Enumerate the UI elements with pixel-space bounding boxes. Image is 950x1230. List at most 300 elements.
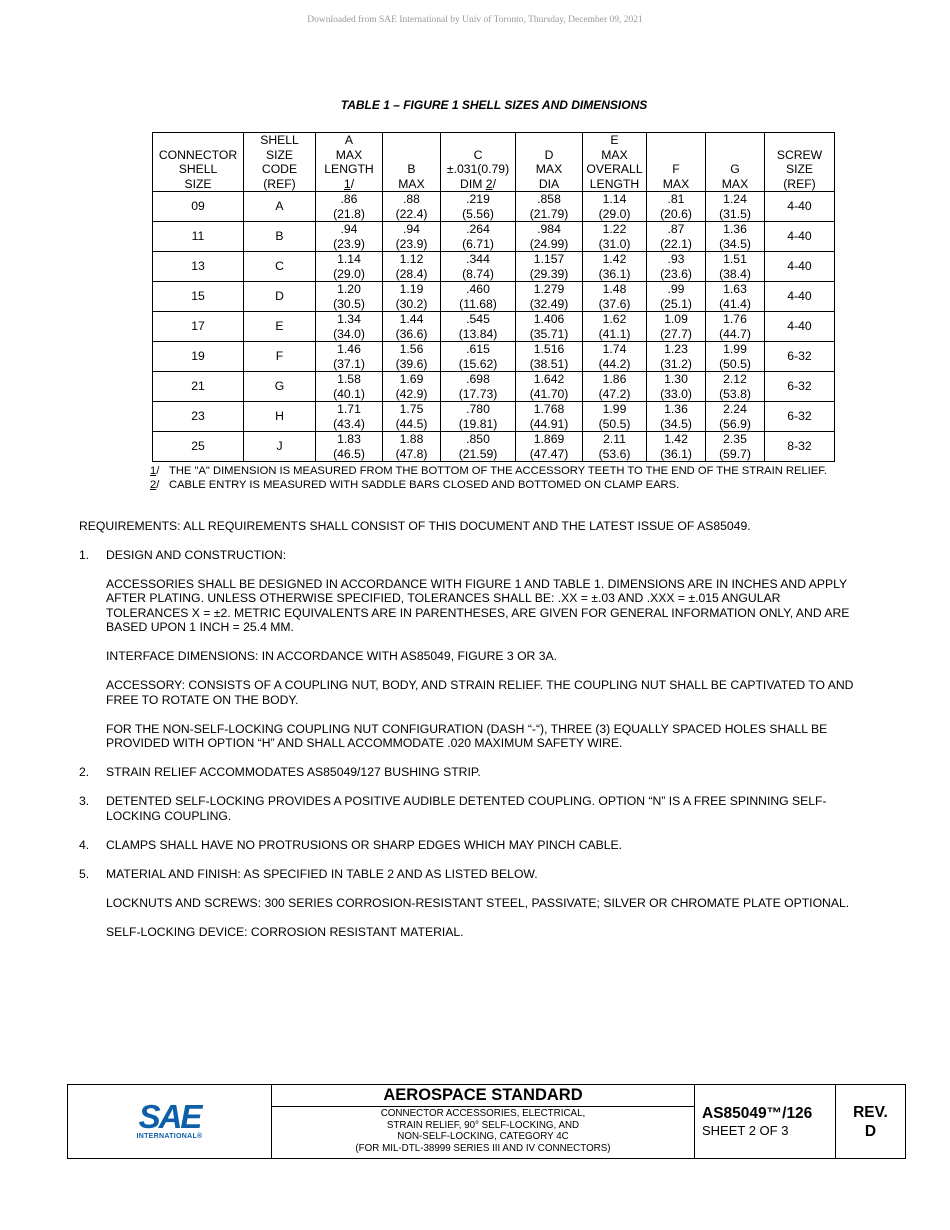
- table-cell: [706, 192, 765, 222]
- cell-value: .94: [403, 222, 420, 236]
- cell-text: 09: [191, 199, 205, 214]
- description-line: NON-SELF-LOCKING, CATEGORY 4C: [397, 1131, 569, 1142]
- header-row: [153, 133, 835, 192]
- column-header: [647, 133, 706, 192]
- cell-text: 4-40: [787, 229, 812, 244]
- cell-value: (47.47): [529, 446, 569, 461]
- section-number: 4.: [79, 837, 90, 852]
- table-cell: [765, 312, 835, 342]
- cell-value: (37.6): [598, 296, 631, 311]
- section-number: 5.: [79, 866, 90, 881]
- cell-text: E: [275, 319, 284, 334]
- standard-heading: AEROSPACE STANDARD: [272, 1085, 694, 1107]
- cell-value: 1.516: [533, 342, 565, 356]
- table-cell: [316, 372, 383, 402]
- table-cell: [383, 252, 441, 282]
- table-cell: [706, 312, 765, 342]
- table-row: [153, 372, 835, 402]
- table-cell: [583, 312, 647, 342]
- section-number: 3.: [79, 794, 90, 808]
- table-cell: [706, 222, 765, 252]
- table-cell: [583, 372, 647, 402]
- cell-value: (23.6): [660, 266, 692, 281]
- table-cell: [516, 432, 583, 462]
- standard-description: [272, 1107, 694, 1158]
- cell-value: 1.12: [399, 252, 424, 266]
- column-header-line: SCREW: [776, 147, 823, 162]
- cell-value: 2.11: [603, 432, 626, 446]
- column-header-line: A: [344, 133, 354, 147]
- cell-value: (47.8): [395, 446, 428, 461]
- column-header-line: SIZE: [265, 147, 294, 162]
- cell-value: 2.35: [723, 432, 747, 446]
- table-cell: [441, 252, 516, 282]
- table-cell: [765, 192, 835, 222]
- table-cell: [647, 402, 706, 432]
- cell-value: (15.62): [458, 356, 498, 371]
- cell-value: .984: [537, 222, 561, 236]
- cell-value: 1.48: [602, 282, 627, 296]
- cell-value: 1.69: [399, 372, 424, 386]
- section-paragraph: ACCESSORY: CONSISTS OF A COUPLING NUT, BODY, AND STRAIN RELIEF. THE COUPLING NUT SHALL BE CAPTIVATED TO AND FREE TO ROTATE ON THE BODY.: [106, 678, 854, 707]
- requirement-sections: [79, 548, 859, 940]
- section-paragraph: SELF-LOCKING DEVICE: CORROSION RESISTANT MATERIAL.: [106, 924, 464, 939]
- table-cell: [441, 312, 516, 342]
- table-cell: [244, 252, 316, 282]
- column-header-line: SHELL: [260, 133, 299, 147]
- cell-value: (53.6): [598, 446, 631, 461]
- cell-value: 1.63: [723, 282, 747, 296]
- section-paragraph: FOR THE NON-SELF-LOCKING COUPLING NUT CONFIGURATION (DASH “-“), THREE (3) EQUALLY SPACED HOLES SHALL BE PROVIDED WITH OPTION “H” AND SHALL ACCOMMODATE .020 MAXIMUM SAFETY WIRE.: [106, 721, 828, 750]
- table-row: [153, 252, 835, 282]
- table-cell: [244, 372, 316, 402]
- table-cell: [765, 372, 835, 402]
- table-cell: [706, 252, 765, 282]
- table-cell: [244, 312, 316, 342]
- table-cell: [244, 402, 316, 432]
- cell-value: (22.4): [395, 206, 428, 221]
- cell-value: .460: [466, 282, 490, 296]
- cell-value: (36.6): [395, 326, 428, 341]
- column-header-line: G: [730, 162, 740, 176]
- table-row: [153, 402, 835, 432]
- section-item: [79, 765, 859, 780]
- section-number: 1.: [79, 547, 90, 562]
- cell-value: 1.20: [337, 282, 361, 296]
- table-cell: [383, 312, 441, 342]
- table-cell: [316, 432, 383, 462]
- document-number: AS85049™/126: [702, 1104, 813, 1122]
- cell-value: (19.81): [458, 416, 498, 431]
- column-header: [316, 133, 383, 192]
- table-cell: [316, 252, 383, 282]
- table-cell: [153, 312, 244, 342]
- table-cell: [383, 402, 441, 432]
- table-cell: [516, 402, 583, 432]
- table-cell: [706, 342, 765, 372]
- cell-value: (38.51): [529, 356, 569, 371]
- description-line: CONNECTOR ACCESSORIES, ELECTRICAL,: [380, 1108, 586, 1119]
- cell-value: 1.279: [533, 282, 565, 296]
- column-header: [516, 133, 583, 192]
- section-paragraph: LOCKNUTS AND SCREWS: 300 SERIES CORROSION-RESISTANT STEEL, PASSIVATE; SILVER OR CHROMATE PLATE OPTIONAL.: [106, 895, 850, 910]
- section-paragraph: DETENTED SELF-LOCKING PROVIDES A POSITIVE AUDIBLE DETENTED COUPLING. OPTION “N” IS A FREE SPINNING SELF-LOCKING COUPLING.: [106, 794, 827, 823]
- column-header-line: B: [407, 162, 416, 176]
- cell-value: .94: [340, 222, 358, 236]
- cell-value: (41.4): [719, 296, 751, 311]
- cell-text: 19: [191, 349, 205, 364]
- cell-value: (44.91): [529, 416, 569, 431]
- table-cell: [583, 222, 647, 252]
- cell-value: 1.83: [337, 432, 361, 446]
- cell-value: (50.5): [719, 356, 751, 371]
- table-cell: [441, 432, 516, 462]
- cell-value: (29.0): [598, 206, 631, 221]
- table-cell: [583, 252, 647, 282]
- table-cell: [516, 372, 583, 402]
- cell-value: .850: [466, 432, 490, 446]
- cell-value: (38.4): [719, 266, 751, 281]
- table-row: [153, 312, 835, 342]
- cell-value: (34.0): [333, 326, 365, 341]
- cell-value: 1.34: [337, 312, 361, 326]
- cell-text: 4-40: [787, 259, 812, 274]
- cell-value: (34.5): [660, 416, 692, 431]
- cell-value: .780: [466, 402, 490, 416]
- column-header: [583, 133, 647, 192]
- description-line: STRAIN RELIEF, 90° SELF-LOCKING, AND: [386, 1119, 580, 1131]
- cell-value: .698: [466, 372, 490, 386]
- section-paragraph: DESIGN AND CONSTRUCTION:: [106, 547, 287, 562]
- table-cell: [647, 432, 706, 462]
- cell-value: (34.5): [719, 236, 751, 251]
- column-header-line: LENGTH: [324, 162, 374, 176]
- table-cell: [647, 372, 706, 402]
- column-header-line: SHELL: [178, 162, 218, 176]
- table-cell: [316, 342, 383, 372]
- title-block-description: [272, 1085, 695, 1158]
- cell-value: .545: [466, 312, 490, 326]
- cell-value: .93: [667, 252, 685, 266]
- table-title: TABLE 1 – FIGURE 1 SHELL SIZES AND DIMENSIONS: [340, 98, 648, 112]
- cell-value: (29.0): [333, 266, 365, 281]
- cell-value: (36.1): [660, 446, 692, 461]
- table-cell: [153, 192, 244, 222]
- cell-value: (43.4): [333, 416, 365, 431]
- cell-value: 1.62: [602, 312, 627, 326]
- cell-text: 6-32: [787, 409, 812, 424]
- cell-text: B: [275, 229, 284, 244]
- section-item: [79, 867, 859, 940]
- cell-text: 25: [191, 439, 205, 454]
- table-row: [153, 192, 835, 222]
- column-header-line: SIZE: [785, 162, 814, 176]
- cell-value: (41.70): [529, 386, 569, 401]
- table-cell: [516, 192, 583, 222]
- table-cell: [244, 222, 316, 252]
- cell-value: 1.44: [399, 312, 424, 326]
- section-paragraph: CLAMPS SHALL HAVE NO PROTRUSIONS OR SHARP EDGES WHICH MAY PINCH CABLE.: [106, 837, 623, 852]
- cell-value: 1.76: [723, 312, 747, 326]
- column-header-line: MAX: [335, 147, 363, 162]
- cell-value: 1.86: [602, 372, 627, 386]
- table-cell: [383, 222, 441, 252]
- section-paragraph: STRAIN RELIEF ACCOMMODATES AS85049/127 BUSHING STRIP.: [106, 765, 481, 779]
- table-cell: [316, 312, 383, 342]
- cell-value: .87: [667, 222, 685, 236]
- cell-value: (35.71): [529, 326, 569, 341]
- cell-value: (32.49): [529, 296, 569, 311]
- cell-text: 6-32: [787, 379, 812, 394]
- column-header-line: 1/: [343, 176, 355, 191]
- cell-text: 11: [191, 229, 205, 244]
- table-cell: [153, 252, 244, 282]
- cell-value: 1.36: [664, 402, 688, 416]
- requirements-body: [79, 519, 859, 954]
- cell-text: A: [275, 199, 284, 214]
- table-cell: [647, 282, 706, 312]
- cell-value: 1.09: [664, 312, 688, 326]
- cell-value: 1.14: [602, 192, 627, 206]
- cell-text: 6-32: [787, 349, 812, 364]
- column-header: [153, 133, 244, 192]
- table-cell: [516, 282, 583, 312]
- section-paragraph: INTERFACE DIMENSIONS: IN ACCORDANCE WITH AS85049, FIGURE 3 OR 3A.: [106, 649, 558, 663]
- table-body: [153, 192, 835, 462]
- shell-sizes-table: [152, 132, 835, 462]
- cell-value: (39.6): [395, 356, 428, 371]
- column-header-line: MAX: [398, 176, 425, 191]
- table-cell: [153, 372, 244, 402]
- cell-value: 1.36: [723, 222, 747, 236]
- table-cell: [765, 402, 835, 432]
- cell-text: 15: [191, 289, 205, 304]
- table-cell: [244, 342, 316, 372]
- cell-text: J: [276, 439, 283, 454]
- cell-value: .88: [403, 192, 420, 206]
- table-cell: [153, 432, 244, 462]
- table-cell: [153, 282, 244, 312]
- cell-value: 1.51: [723, 252, 747, 266]
- cell-value: (24.99): [529, 236, 569, 251]
- description-line: (FOR MIL-DTL-38999 SERIES III AND IV CONNECTORS): [355, 1142, 611, 1154]
- cell-value: (22.1): [660, 236, 692, 251]
- cell-value: (44.7): [719, 326, 751, 341]
- table-cell: [706, 432, 765, 462]
- cell-value: .81: [667, 192, 685, 206]
- column-header-line: MAX: [601, 147, 628, 162]
- column-header-line: E: [610, 133, 619, 147]
- cell-text: 4-40: [787, 199, 812, 214]
- table-cell: [153, 342, 244, 372]
- table-cell: [583, 282, 647, 312]
- cell-value: (20.6): [660, 206, 692, 221]
- cell-text: 4-40: [787, 319, 812, 334]
- cell-value: (5.56): [462, 206, 494, 221]
- section-item: [79, 794, 859, 823]
- column-header: [383, 133, 441, 192]
- section-content: [106, 838, 859, 853]
- table-cell: [765, 282, 835, 312]
- sheet-number: SHEET 2 OF 3: [702, 1122, 789, 1138]
- column-header-line: ±.031(0.79): [446, 162, 510, 176]
- cell-text: 4-40: [787, 289, 812, 304]
- table-cell: [441, 222, 516, 252]
- cell-text: 8-32: [787, 439, 812, 454]
- table-cell: [583, 402, 647, 432]
- table-notes: [150, 465, 830, 492]
- cell-value: .264: [466, 222, 490, 236]
- cell-value: (44.2): [598, 356, 631, 371]
- table-cell: [316, 282, 383, 312]
- cell-value: .99: [667, 282, 685, 296]
- table-cell: [244, 282, 316, 312]
- cell-value: (13.84): [458, 326, 498, 341]
- cell-value: .86: [340, 192, 358, 206]
- cell-value: 2.24: [723, 402, 747, 416]
- sae-logo-mark: SAE: [138, 1098, 201, 1135]
- revision-value: D: [864, 1122, 877, 1140]
- table-cell: [516, 222, 583, 252]
- cell-value: (31.2): [660, 356, 692, 371]
- cell-value: 1.14: [337, 252, 361, 266]
- table-cell: [383, 282, 441, 312]
- cell-value: (23.9): [333, 236, 365, 251]
- column-header-line: MAX: [662, 176, 690, 191]
- cell-value: 1.71: [337, 402, 361, 416]
- table-cell: [316, 402, 383, 432]
- section-content: [106, 867, 859, 940]
- cell-value: 1.58: [337, 372, 361, 386]
- cell-value: 1.22: [602, 222, 627, 236]
- cell-value: (44.5): [395, 416, 428, 431]
- table-header: [153, 133, 835, 192]
- cell-text: 21: [191, 379, 205, 394]
- cell-value: (37.1): [333, 356, 365, 371]
- section-content: [106, 765, 859, 780]
- revision-label: REV.: [853, 1103, 888, 1121]
- cell-value: (40.1): [333, 386, 365, 401]
- table-cell: [441, 192, 516, 222]
- note-2: [150, 479, 830, 493]
- cell-value: 1.99: [723, 342, 747, 356]
- sae-logo: [68, 1085, 272, 1158]
- cell-value: (11.68): [459, 296, 497, 311]
- cell-value: .344: [466, 252, 490, 266]
- table-cell: [244, 192, 316, 222]
- table-cell: [316, 192, 383, 222]
- table-cell: [316, 222, 383, 252]
- cell-value: (59.7): [719, 446, 751, 461]
- column-header-line: F: [672, 162, 680, 176]
- cell-value: (23.9): [395, 236, 428, 251]
- cell-text: 17: [191, 319, 205, 334]
- cell-text: D: [275, 289, 284, 304]
- section-number: 2.: [79, 765, 90, 779]
- table-cell: [516, 252, 583, 282]
- cell-text: F: [275, 349, 284, 364]
- cell-value: .858: [537, 192, 561, 206]
- requirements-statement: REQUIREMENTS: ALL REQUIREMENTS SHALL CONSIST OF THIS DOCUMENT AND THE LATEST ISSUE OF AS85049.: [79, 519, 751, 533]
- table-cell: [765, 222, 835, 252]
- sae-logo-subtext: INTERNATIONAL®: [136, 1133, 203, 1140]
- column-header-line: LENGTH: [589, 176, 640, 191]
- section-item: [79, 548, 859, 751]
- cell-value: 1.19: [399, 282, 424, 296]
- cell-value: (21.59): [458, 446, 498, 461]
- cell-text: G: [274, 379, 285, 394]
- table-cell: [383, 342, 441, 372]
- table-cell: [516, 312, 583, 342]
- cell-value: (8.74): [462, 266, 494, 281]
- cell-value: 1.642: [533, 372, 565, 386]
- cell-value: (53.8): [719, 386, 751, 401]
- document-number-cell: [695, 1085, 836, 1158]
- cell-value: (30.2): [395, 296, 428, 311]
- table-row: [153, 342, 835, 372]
- table-cell: [516, 342, 583, 372]
- table-cell: [441, 342, 516, 372]
- cell-value: (17.73): [458, 386, 498, 401]
- table-cell: [583, 432, 647, 462]
- table-cell: [583, 192, 647, 222]
- cell-value: 1.42: [602, 252, 627, 266]
- cell-value: (21.79): [529, 206, 569, 221]
- cell-value: .615: [466, 342, 490, 356]
- table-cell: [706, 282, 765, 312]
- cell-value: (33.0): [660, 386, 692, 401]
- column-header: [706, 133, 765, 192]
- cell-value: (41.1): [598, 326, 631, 341]
- note-1-marker: 1/: [150, 465, 160, 477]
- column-header-line: MAX: [535, 162, 563, 176]
- column-header-line: CONNECTOR: [158, 147, 238, 162]
- cell-value: (42.9): [395, 386, 428, 401]
- cell-value: (36.1): [598, 266, 631, 281]
- table-cell: [583, 342, 647, 372]
- cell-value: 2.12: [723, 372, 747, 386]
- section-item: [79, 838, 859, 853]
- table-cell: [647, 192, 706, 222]
- cell-value: (46.5): [333, 446, 365, 461]
- cell-value: 1.42: [664, 432, 688, 446]
- cell-value: (25.1): [660, 296, 692, 311]
- note-2-marker: 2/: [150, 478, 160, 491]
- table-cell: [706, 402, 765, 432]
- table-row: [153, 222, 835, 252]
- table-cell: [383, 432, 441, 462]
- table-cell: [153, 222, 244, 252]
- cell-value: 1.24: [723, 192, 747, 206]
- table-cell: [647, 342, 706, 372]
- cell-value: (31.5): [719, 206, 751, 221]
- cell-value: (27.7): [660, 326, 692, 341]
- cell-value: 1.46: [337, 342, 361, 356]
- table-cell: [647, 252, 706, 282]
- cell-value: 1.99: [602, 402, 627, 416]
- table-cell: [441, 282, 516, 312]
- column-header-line: D: [544, 147, 554, 162]
- table-cell: [765, 252, 835, 282]
- table-row: [153, 432, 835, 462]
- cell-value: 1.768: [533, 402, 565, 416]
- note-2-text: CABLE ENTRY IS MEASURED WITH SADDLE BARS CLOSED AND BOTTOMED ON CLAMP EARS.: [169, 478, 680, 491]
- column-header-line: C: [473, 147, 483, 162]
- column-header-line: SIZE: [184, 176, 212, 191]
- revision-cell: [836, 1085, 905, 1158]
- column-header: [244, 133, 316, 192]
- cell-value: 1.74: [602, 342, 627, 356]
